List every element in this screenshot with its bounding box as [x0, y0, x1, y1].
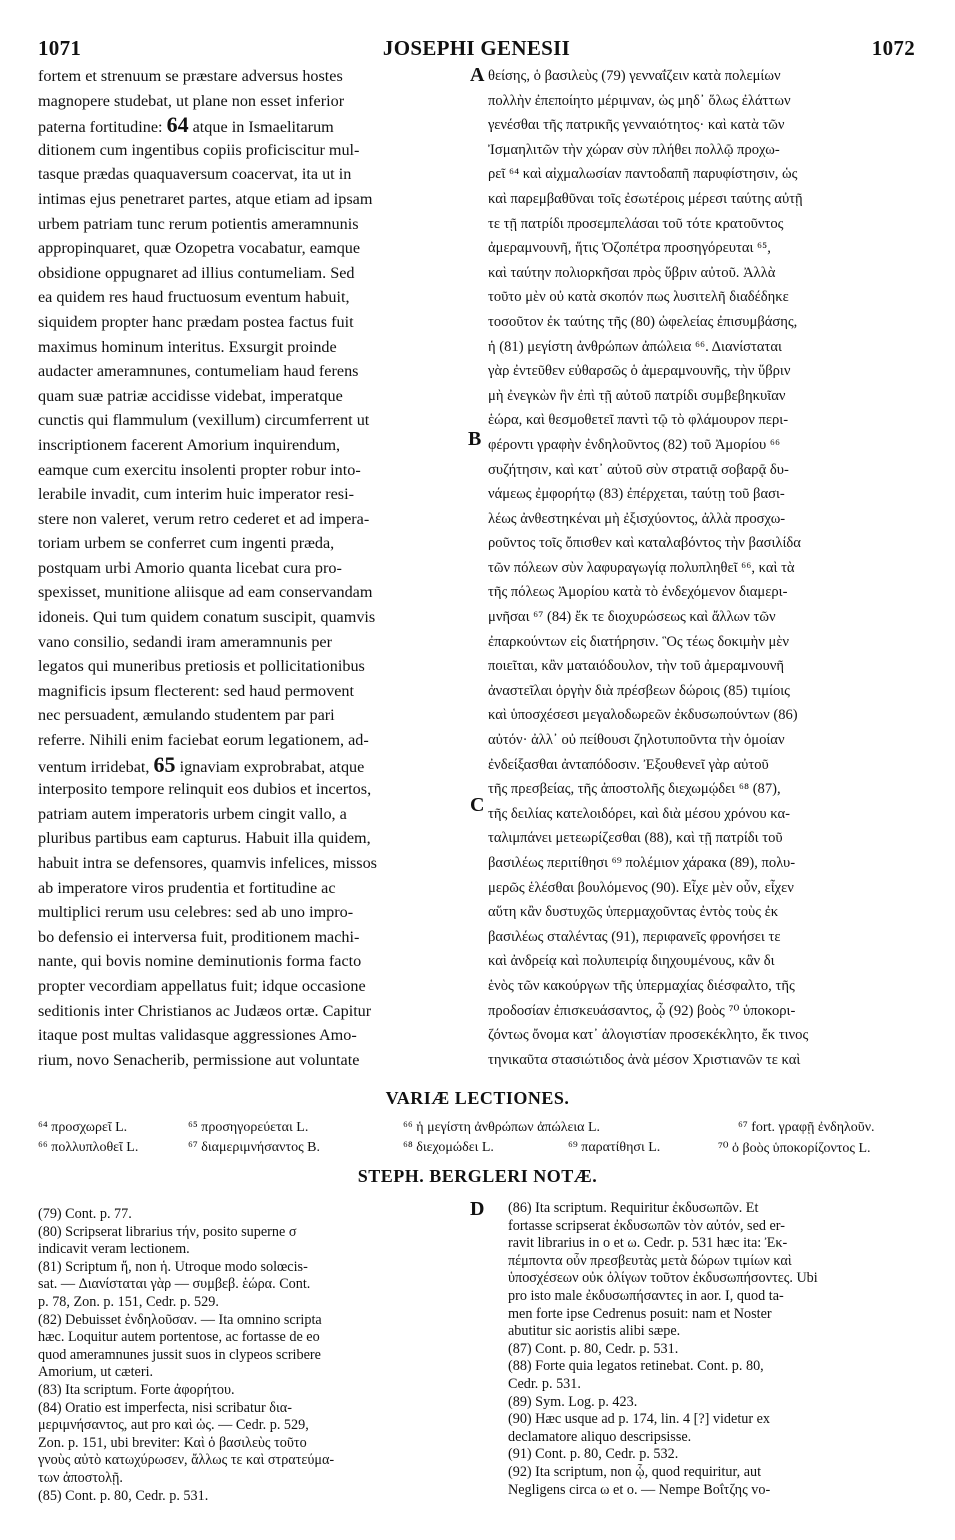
latin-text-line: audacter ameramnunes, contumeliam haud ferens: [38, 362, 359, 381]
latin-text-line: intimas ejus penetraret partes, atque etiam ad ipsam: [38, 189, 373, 208]
latin-text-line: itaque post multas validasque aggressiones Amo-: [38, 1026, 357, 1045]
latin-text-line: magnificis ipsum flecterent: sed haud permovent: [38, 681, 355, 700]
margin-letter-c: C: [470, 794, 485, 816]
running-title: JOSEPHI GENESII: [382, 36, 571, 60]
latin-text-line: paterna fortitudine: 64 atque in Ismaelitarum: [38, 113, 334, 138]
greek-text-line: ἐπαρκούντων εἰς διατήρησιν. Ὃς τέως δοκιμὴν μὲν: [488, 633, 790, 650]
note-line: (80) Scripserat librarius τήν, posito superne σ: [38, 1223, 297, 1240]
note-line: γνοὺς αὐτὸ κατωχύρωσεν, ἄλλως τε καὶ στρατεύμα-: [38, 1452, 335, 1469]
note-line: Cedr. p. 531.: [508, 1375, 581, 1392]
latin-text-line: magnopere studebat, ut plane non esset inferior: [38, 91, 345, 110]
latin-text-line: toriam urbem se conferret cum ingenti præda,: [38, 534, 335, 553]
latin-text-line: siquidem propter hanc prædam postea factus fuit: [38, 312, 354, 331]
note-line: declamatore aliquo descripsisse.: [508, 1428, 692, 1445]
greek-text-line: τηνικαῦτα στασιώτιδος ἀνὰ μέσον Χριστιανῶν τε καὶ: [488, 1051, 801, 1068]
note-line: (82) Debuisset ἐνδηλοῦσαν. — Ita omnino scripta: [38, 1311, 322, 1328]
note-line: men forte ipse Cedrenus posuit: nam et Noster: [508, 1305, 772, 1322]
greek-text-line: νάμεως ἐμφορήτῳ (83) ἐπέρχεται, ταύτῃ τοῦ βασι-: [488, 486, 785, 503]
latin-text-line: ea quidem res haud fructuosum eventum habuit,: [38, 288, 350, 307]
greek-text-line: φέροντι γραφὴν ἐνδηλοῦντος (82) τοῦ Ἀμορίου ⁶⁶: [488, 436, 781, 453]
greek-text-line: μερῶς ἑλέσθαι βουλόμενος (90). Εἶχε μὲν οὖν, εἶχεν: [488, 879, 794, 896]
greek-text-line: καὶ ταύτην πολιορκῆσαι πρὸς ὕβριν αὐτοῦ. Ἀλλὰ: [488, 264, 776, 281]
greek-text-line: ἑνὸς τῶν κακούργων τῆς ὑπερμαχίας διέσφαλτο, τῆς: [488, 977, 795, 994]
greek-column: [488, 64, 920, 1072]
latin-text-line: appropinquaret, quæ Ozopetra vocabatur, eamque: [38, 239, 361, 258]
greek-text-line: καὶ ἀνδρείᾳ καὶ πολυπειρίᾳ διηχουμένους, κἂν δι: [488, 953, 775, 970]
note-line: (89) Sym. Log. p. 423.: [508, 1393, 638, 1410]
note-line: (79) Cont. p. 77.: [38, 1206, 132, 1222]
greek-text-line: ταλιμπάνει μετεωρίζεσθαι (88), καὶ τῇ πατρίδι τοῦ: [488, 830, 783, 847]
note-line: μεριμνήσαντος, aut pro καὶ ὡς. — Cedr. p. 529,: [38, 1417, 309, 1434]
note-line: indicavit veram lectionem.: [38, 1241, 190, 1258]
greek-text-line: τοῦτο μὲν οὐ κατὰ σκοπόν πως λυσιτελῆ διαδέδηκε: [488, 289, 789, 306]
greek-text-line: μνῆσαι ⁶⁷ (84) ἔκ τε διοχυρώσεως καὶ ἄλλων τῶν: [488, 609, 776, 626]
latin-text-line: spexisset, munitione aliisque ad eam conservandam: [38, 583, 373, 602]
latin-text-line: nante, qui bovis nomine deminutionis forma facto: [38, 952, 362, 971]
latin-text-line: idoneis. Qui tum quidem conatum suscipit, quamvis: [38, 608, 376, 627]
greek-text-line: ρεῖ ⁶⁴ καὶ αἰχμαλωσίαν παντοδαπῆ παρυφίστησιν, ὡς: [488, 166, 798, 183]
latin-text-line: habuit intra se defensores, quamvis infelices, missos: [38, 854, 377, 872]
variant-reading: ⁶⁵ προσηγορεύεται L.: [188, 1120, 309, 1135]
latin-text-line: eamque cum exercitu insolenti propter robur into-: [38, 460, 361, 479]
note-line: (90) Hæc usque ad p. 174, lin. 4 [?] videtur ex: [508, 1411, 771, 1428]
latin-text-line: quam suæ patriæ accidisse videbat, imperatque: [38, 386, 343, 405]
section-number: 65: [153, 752, 176, 777]
greek-text-line: γὰρ ἐντεῦθεν εὐθαρσῶς ὁ ἀμεραμνουνῆς, τὴν ὕβριν: [488, 363, 791, 380]
notes-left-column: [38, 1206, 450, 1505]
note-line: (84) Oratio est imperfecta, nisi scribatur δια-: [38, 1399, 292, 1416]
greek-text-line: τῆς πρεσβείας, τῆς ἀποστολῆς διεχωμῴδει ⁶⁸ (87),: [488, 781, 781, 798]
note-line: (86) Ita scriptum. Requiritur ἐκδυσωπῶν. Et: [508, 1200, 759, 1216]
note-line: (85) Cont. p. 80, Cedr. p. 531.: [38, 1487, 209, 1504]
greek-text-line: τῆς δειλίας κατελοιδόρει, καὶ διὰ μέσου χρόνου κα-: [488, 805, 790, 822]
margin-letter-a: A: [470, 64, 485, 86]
page-number-right: 1072: [871, 36, 915, 60]
latin-text-line: inscriptionem facerent Amorium inquirendum,: [38, 435, 341, 454]
latin-text-line: tasque prædas quaquaversum coacervat, ita ut in: [38, 165, 352, 184]
note-line: abutitur sic aoristis alibi sæpe.: [508, 1323, 681, 1340]
latin-text-line: interposito tempore relinquit eos dubios et incertos,: [38, 780, 372, 799]
greek-text-line: ροῦντος τοῖς ὄπισθεν καὶ καταλαβόντος τὴν βασιλίδα: [488, 535, 801, 552]
greek-text-line: ἑώρα, καὶ θεσμοθετεῖ παντὶ τῷ τὸ φλάμουρον περι-: [488, 412, 789, 429]
latin-text-line: stere non valeret, verum retro cederet et ad impera-: [38, 509, 370, 528]
variae-row-2: [38, 1140, 917, 1158]
margin-letter-d: D: [470, 1198, 485, 1220]
note-line: fortasse scripserat ἐκδυσωπῶν τὸν αὐτόν, sed er-: [508, 1217, 785, 1234]
latin-text-line: propter vecordiam appellatus fuit; idque occasione: [38, 976, 366, 995]
greek-text-line: ζόντως ὄνομα κατ᾽ ἀλογιστίαν προσεκέκλητο, ἔκ τινος: [488, 1027, 809, 1044]
note-line: pro isto male ἐκδυσωπήσαντες in aor. I, quod ta-: [508, 1287, 784, 1304]
note-line: (88) Forte quia legatos retinebat. Cont. p. 80,: [508, 1358, 764, 1375]
variae-row-1: [38, 1120, 917, 1138]
greek-text-line: ἡ (81) μεγίστη ἀνθρώπων ἀπώλεια ⁶⁶. Διανίσταται: [488, 338, 782, 355]
latin-text-line: ab imperatore viros prudentia et fortitudine ac: [38, 878, 336, 897]
latin-text-line: nec persuadent, æmulando studentem par pari: [38, 706, 335, 725]
greek-text-line: βασιλέως σταλέντας (91), περιφανεῖς φρονήσει τε: [488, 928, 781, 945]
latin-text-line: patriam autem imperatoris urbem cingit vallo, a: [38, 804, 347, 823]
latin-text-line: vano consilio, sedandi iram ameramnunis per: [38, 632, 332, 651]
note-line: (83) Ita scriptum. Forte ἀφορήτου.: [38, 1381, 235, 1398]
note-line: ravit librarius in o et ω. Cedr. p. 531 hæc ita: Ἐκ-: [508, 1235, 788, 1252]
variant-reading: ⁶⁷ διαμεριμνήσαντος B.: [188, 1140, 320, 1155]
greek-text-line: αὕτη κἂν δυστυχῶς ὑπερμαχοῦντας ἐντὸς τοὺς ἐκ: [488, 904, 779, 921]
notae-heading: STEPH. BERGLERI NOTÆ.: [357, 1166, 598, 1186]
variant-reading: ⁷⁰ ὁ βοὸς ὑποκορίζοντος L.: [718, 1141, 871, 1156]
margin-letter-b: B: [468, 428, 482, 450]
note-line: (87) Cont. p. 80, Cedr. p. 531.: [508, 1340, 679, 1357]
variant-reading: ⁶⁹ παρατίθησι L.: [568, 1140, 661, 1155]
latin-text-line: referre. Nihili enim faciebat eorum legationem, ad-: [38, 731, 369, 750]
note-line: p. 78, Zon. p. 151, Cedr. p. 529.: [38, 1293, 219, 1310]
greek-text-line: τοσοῦτον ἐκ ταύτης τῆς (80) ὠφελείας ἐπισυμβάσης,: [488, 313, 798, 330]
latin-text-line: maximus hominum interitus. Exsurgit proinde: [38, 337, 337, 356]
running-header: [38, 36, 915, 62]
greek-text-line: μὴ ἐνεγκὼν ἣν ἐπὶ τῇ αὐτοῦ πατρίδι συμβεβηκυῖαν: [488, 387, 786, 404]
note-line: ὑποσχέσεων οὐκ ὀλίγων τοῦτον ἐκδυσωπήσοντες. Ubi: [508, 1270, 818, 1287]
greek-text-line: θείσης, ὁ βασιλεὺς (79) γενναΐζειν κατὰ πολεμίων: [488, 68, 781, 84]
latin-text-line: multiplici rerum usu celebres: sed ab uno impro-: [38, 903, 354, 922]
greek-text-line: ποιεῖται, κἂν ματαιόδουλον, τὴν τοῦ ἀμεραμνουνῆ: [488, 658, 784, 675]
greek-text-line: ἐνδείξασθαι ἀνταπόδοσιν. Ἐξουθενεῖ γὰρ αὐτοῦ: [488, 756, 769, 773]
greek-text-line: βασιλέως περιτίθησι ⁶⁹ πολέμιον χάρακα (89), πολυ-: [488, 855, 796, 871]
note-line: Amorium, ut cæteri.: [38, 1364, 154, 1381]
greek-text-line: τῶν πόλεων σὺν λαφυραγωγίᾳ πολυπληθεῖ ⁶⁶, καὶ τὰ: [488, 559, 795, 576]
variant-reading: ⁶⁴ προσχωρεῖ L.: [38, 1120, 128, 1135]
greek-text-line: συζήτησιν, καὶ κατ᾽ αὐτοῦ σὺν στρατιᾷ σοβαρᾷ δυ-: [488, 461, 789, 478]
latin-text-line: ditionem cum ingentibus copiis proficiscitur mul-: [38, 140, 360, 159]
latin-text-line: urbem patriam tunc rerum potientis ameramnunis: [38, 214, 359, 233]
variae-lectiones-heading: VARIÆ LECTIONES.: [385, 1088, 570, 1108]
note-line: (91) Cont. p. 80, Cedr. p. 532.: [508, 1446, 679, 1463]
greek-text-line: προδοσίαν ἐπισκευάσαντος, ᾧ (92) βοὸς ⁷⁰ ὑποκορι-: [488, 1002, 796, 1019]
variant-reading: ⁶⁸ διεχομώδει L.: [403, 1140, 494, 1155]
latin-text-line: legatos qui muneribus pretiosis et pollicitationibus: [38, 657, 365, 676]
latin-text-line: postquam urbi Amorio quanta licebat cura pro-: [38, 558, 342, 577]
greek-text-line: ἀναστεῖλαι ὀργὴν διὰ πρέσβεων δώροις (85) τιμίοις: [488, 682, 790, 699]
latin-text-line: obsidione oppugnaret ad illius contumeliam. Sed: [38, 263, 355, 282]
note-line: (81) Scriptum ἤ, non ἡ. Utroque modo solœcis-: [38, 1258, 308, 1275]
latin-column: [38, 64, 468, 1072]
note-line: των ἀποστολῇ.: [38, 1469, 123, 1486]
greek-text-line: καὶ παρεμβαθῦναι τοῖς ἐσωτέροις μέρεσι ταύτης αὐτῇ: [488, 190, 803, 207]
variant-reading: ⁶⁶ ἡ μεγίστη ἀνθρώπων ἀπώλεια L.: [403, 1120, 601, 1135]
latin-text-line: seditionis inter Christianos ac Judæos ortæ. Capitur: [38, 1001, 372, 1020]
variant-reading: ⁶⁶ πολλυπλοθεῖ L.: [38, 1140, 139, 1155]
latin-text-line: lerabile invadit, cum interim huic imperator resi-: [38, 485, 354, 504]
note-line: Negligens circa ω et ο. — Nempe Βοΐτζης vo-: [508, 1481, 771, 1498]
note-line: hæc. Loquitur autem portentose, ac fortasse de eo: [38, 1329, 320, 1346]
latin-text-line: fortem et strenuum se præstare adversus hostes: [38, 67, 343, 85]
latin-text-line: cunctis qui flammulum (vexillum) circumferrent ut: [38, 411, 370, 430]
greek-text-line: τε τῇ πατρίδι προσεμπελάσαι τοῦ τότε κρατοῦντος: [488, 215, 784, 232]
note-line: quod ameramnunes jussit suos in clypeos scribere: [38, 1346, 321, 1363]
page-number-left: 1071: [38, 36, 82, 60]
greek-text-line: καὶ ὑποσχέσεσι μεγαλοδωρεῶν ἐκδυσωπούντων (86): [488, 707, 798, 724]
note-line: sat. — Διανίσταται γὰρ — συμβεβ. ἑώρα. Cont.: [38, 1276, 311, 1293]
latin-text-line: rium, novo Senacherib, permissione aut voluntate: [38, 1050, 360, 1069]
latin-text-line: bo defensio ei interversa fuit, proditionem machi-: [38, 927, 360, 946]
note-line: Zon. p. 151, ubi breviter: Καὶ ὁ βασιλεὺς τοῦτο: [38, 1434, 307, 1451]
notes-right-column: [508, 1200, 918, 1499]
greek-text-line: λέως ἀνθεστηκέναι μὴ ἐξισχύοντος, ἀλλὰ προσχω-: [488, 510, 786, 527]
note-line: πέμποντα οὖν πρεσβευτὰς μετὰ δώρων τιμίων καὶ: [508, 1252, 792, 1269]
greek-text-line: γενέσθαι τῆς πατρικῆς γενναιότητος· καὶ κατὰ τῶν: [488, 117, 785, 134]
section-number: 64: [166, 113, 189, 138]
variant-reading: ⁶⁷ fort. γραφῇ ἐνδηλοῦν.: [738, 1120, 875, 1135]
latin-text-line: pluribus partibus eam capturus. Habuit illa quidem,: [38, 829, 371, 848]
greek-text-line: ἀμεραμνουνῆ, ἥτις Ὀζοπέτρα προσηγόρευται ⁶⁵,: [488, 240, 771, 257]
note-line: (92) Ita scriptum, non ᾧ, quod requiritur, aut: [508, 1463, 762, 1480]
greek-text-line: αὐτόν· ἀλλ᾽ οὐ πείθουσι ζηλοτυποῦντα τὴν ὁμοίαν: [488, 732, 785, 749]
greek-text-line: Ἰσμαηλιτῶν τὴν χώραν σὺν πλήθει πολλῷ προχω-: [488, 141, 780, 158]
latin-text-line: ventum irridebat, 65 ignaviam exprobrabat, atque: [38, 752, 365, 777]
greek-text-line: τῆς πόλεως Ἀμορίου κατὰ τὸ ἐνδεχόμενον διαμερι-: [488, 584, 788, 601]
greek-text-line: πολλὴν ἐπεποίητο μέριμναν, ὡς μηδ᾽ ὅλως ἐλάττων: [488, 92, 791, 109]
